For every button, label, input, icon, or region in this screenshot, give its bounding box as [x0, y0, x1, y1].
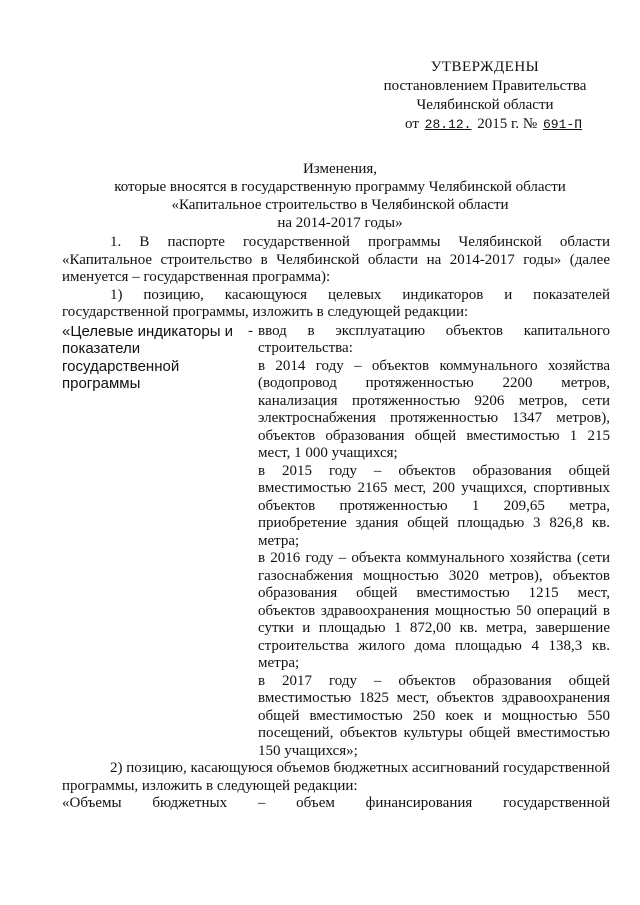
document-heading	[60, 160, 620, 232]
indicator-2014: в 2014 году – объектов коммунального хозяйства (водопровод протяженностью 2200 метров, канализация протяженностью 9206 метров, сети электроснабжения протяженностью 1347 метров), объектов образования общей вместимостью 1 215 мест, 1 000 учащихся;	[258, 357, 610, 461]
indicators-content	[258, 323, 610, 761]
indicators-dash: -	[248, 322, 253, 339]
heading-line-3: «Капитальное строительство в Челябинской области	[171, 197, 509, 213]
heading-line-1: Изменения,	[302, 161, 378, 177]
document-body	[62, 234, 610, 813]
indicator-2017: в 2017 году – объектов образования общей вместимостью 1825 мест, объектов здравоохранения общей вместимостью 250 коек и мощностью 550 посещений, объектов культуры общей вместимостью 150 учащихся»;	[258, 672, 610, 759]
approval-line-1: постановлением Правительства	[383, 78, 587, 94]
heading-line-4: на 2014-2017 годы»	[277, 215, 403, 231]
indicators-label: «Целевые индикаторы и показатели государственной программы	[62, 322, 234, 392]
paragraph-last-line: «Объемы бюджетных – объем финансирования государственной	[62, 795, 610, 811]
indicator-2015: в 2015 году – объектов образования общей вместимостью 2165 мест, 200 учащихся, спортивных объектов протяженностью 1 209,65 метра, приобретение здания общей площадью 3 826,8 кв. метра;	[258, 462, 610, 549]
approval-title: УТВЕРЖДЕНЫ	[430, 59, 540, 75]
paragraph-1: 1. В паспорте государственной программы Челябинской области «Капитальное строительство в Челябинской области на 2014-2017 годы» (далее именуется – государственная программа):	[62, 234, 610, 285]
paragraph-3: 2) позицию, касающуюся объемов бюджетных ассигнований государственной программы, изложить в следующей редакции:	[62, 760, 610, 794]
indicator-2016: в 2016 году – объекта коммунального хозяйства (сети газоснабжения мощностью 3020 метров), объектов образования общей вместимостью 1215 мест, объектов здравоохранения мощностью 50 операций в сутки и площадью 1 872,00 кв. метра, завершение строительства жилого дома площадью 4 138,3 кв. метра;	[258, 550, 610, 671]
year-text: 2015 г. №	[477, 116, 538, 132]
heading-line-2: которые вносятся в государственную программу Челябинской области	[114, 179, 566, 195]
approval-line-2: Челябинской области	[416, 97, 554, 113]
date-prefix: от	[405, 116, 419, 132]
handwritten-number: 691-П	[542, 117, 582, 132]
indicator-intro: ввод в эксплуатацию объектов капитального строительства:	[258, 322, 610, 356]
indicators-table	[62, 323, 610, 761]
paragraph-2: 1) позицию, касающуюся целевых индикаторов и показателей государственной программы, изложить в следующей редакции:	[62, 286, 610, 320]
handwritten-date: 28.12.	[424, 117, 472, 132]
approval-stamp	[380, 58, 590, 134]
approval-date-line	[380, 115, 590, 134]
